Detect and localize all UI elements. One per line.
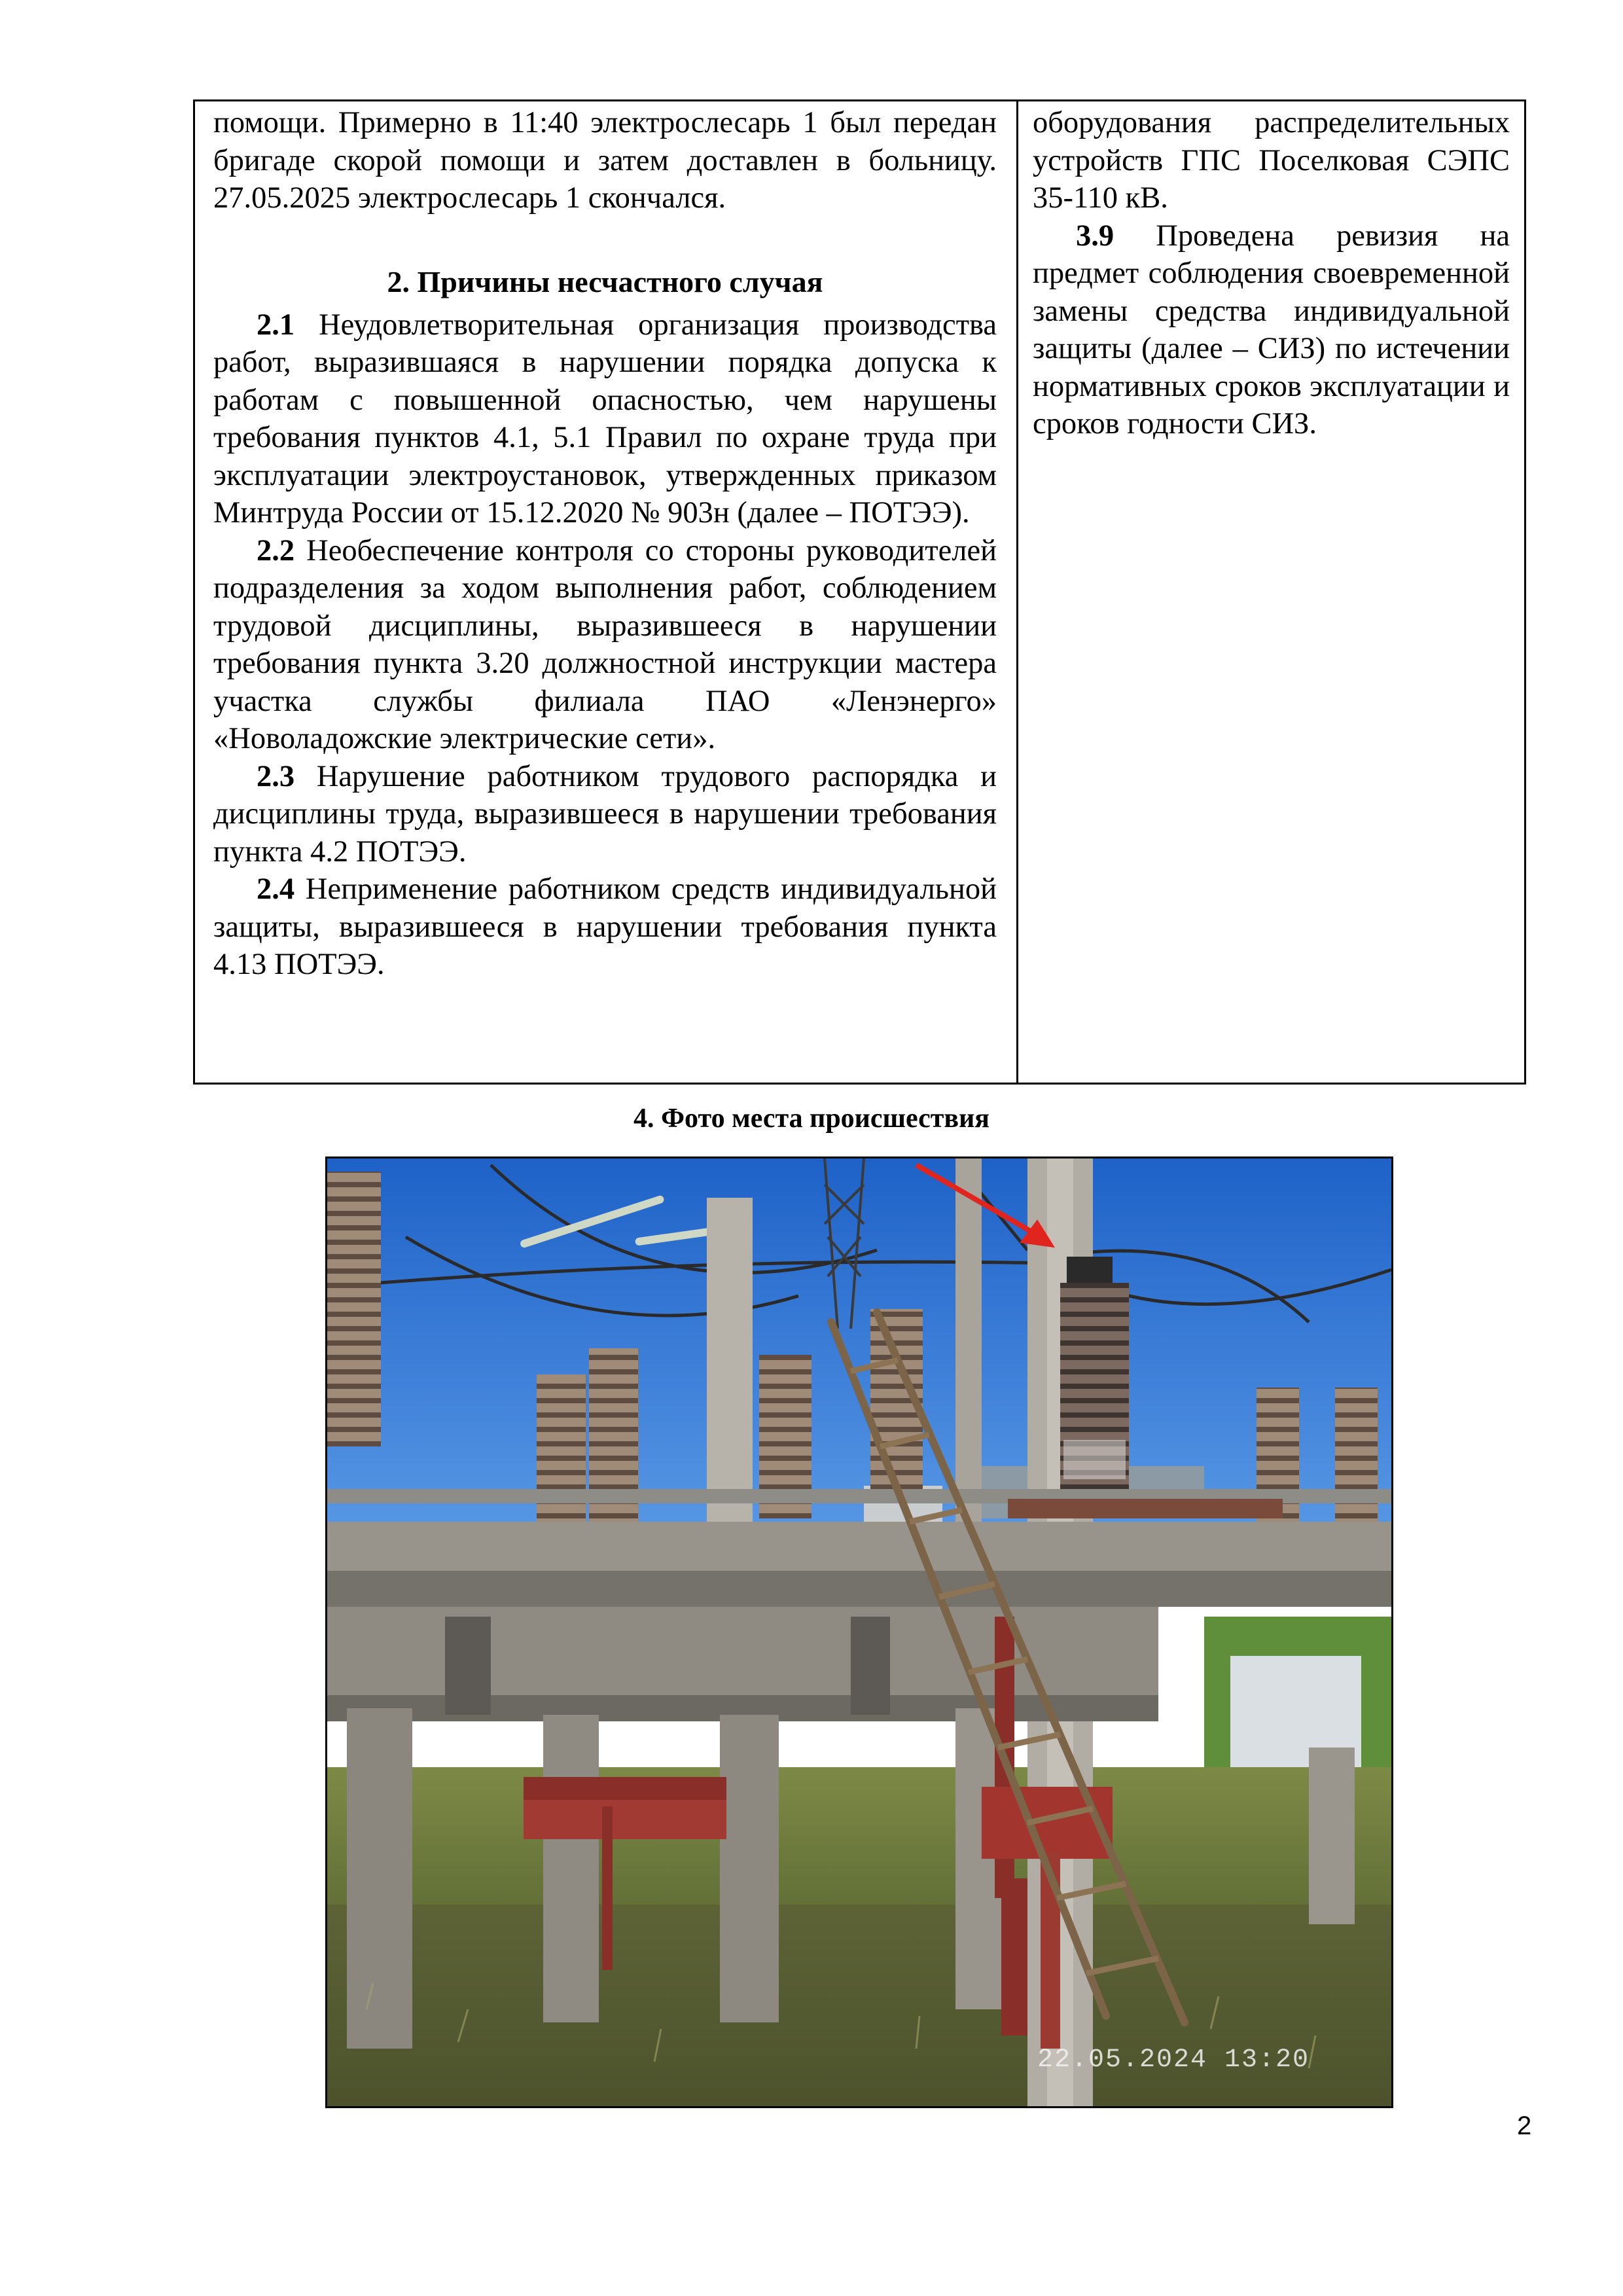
list-item [1033,217,1510,443]
list-item [213,758,997,871]
item-number: 2.1 [257,308,295,342]
item-text: Проведена ревизия на предмет соблюдения своевременной замены средства индивидуальной защиты (далее – СИЗ) по истечении нормативных сроков эксплуатации и сроков годности СИЗ. [1033,219,1510,440]
item-number: 2.3 [257,759,295,793]
item-text: Неудовлетворительная организация производства работ, выразившаяся в нарушении порядка допуска к работам с повышенной опасностью, чем нарушены требования пунктов 4.1, 5.1 Правил по охране труда при эксплуатации электроустановок, утвержденных приказом Минтруда России от 15.12.2020 № 903н (далее – ПОТЭЭ). [213,308,997,529]
item-number: 3.9 [1076,219,1115,253]
list-item [213,306,997,532]
paragraph-continuation: оборудования распределительных устройств ГПС Поселковая СЭПС 35-110 кВ. [1033,106,1510,215]
table-left-column [195,101,1018,1083]
page-number: 2 [1517,2111,1532,2140]
item-text: Необеспечение контроля со стороны руководителей подразделения за ходом выполнения работ, соблюдением трудовой дисциплины, выразившееся в нарушении требования пункта 3.20 должностной инструкции мастера участка службы филиала ПАО «Ленэнерго» «Новоладожские электрические сети». [213,533,997,755]
incident-site-photo [325,1157,1393,2108]
list-item [213,532,997,758]
photo-timestamp: 22.05.2024 13:20 [1037,2045,1310,2075]
section-heading: 2. Причины несчастного случая [387,264,823,298]
list-item [213,870,997,984]
item-number: 2.2 [257,533,295,567]
content-table [193,99,1526,1085]
item-number: 2.4 [257,872,295,906]
paragraph-continuation: помощи. Примерно в 11:40 электрослесарь 1 был передан бригаде скорой помощи и затем доставлен в больницу. 27.05.2025 электрослесарь 1 скончался. [213,106,997,215]
table-right-column [1018,101,1524,1083]
item-text: Неприменение работником средств индивидуальной защиты, выразившееся в нарушении требования пункта 4.13 ПОТЭЭ. [213,872,997,981]
photo-title: 4. Фото места происшествия [633,1103,990,1134]
item-text: Нарушение работником трудового распорядка и дисциплины труда, выразившееся в нарушении требования пункта 4.2 ПОТЭЭ. [213,759,997,869]
